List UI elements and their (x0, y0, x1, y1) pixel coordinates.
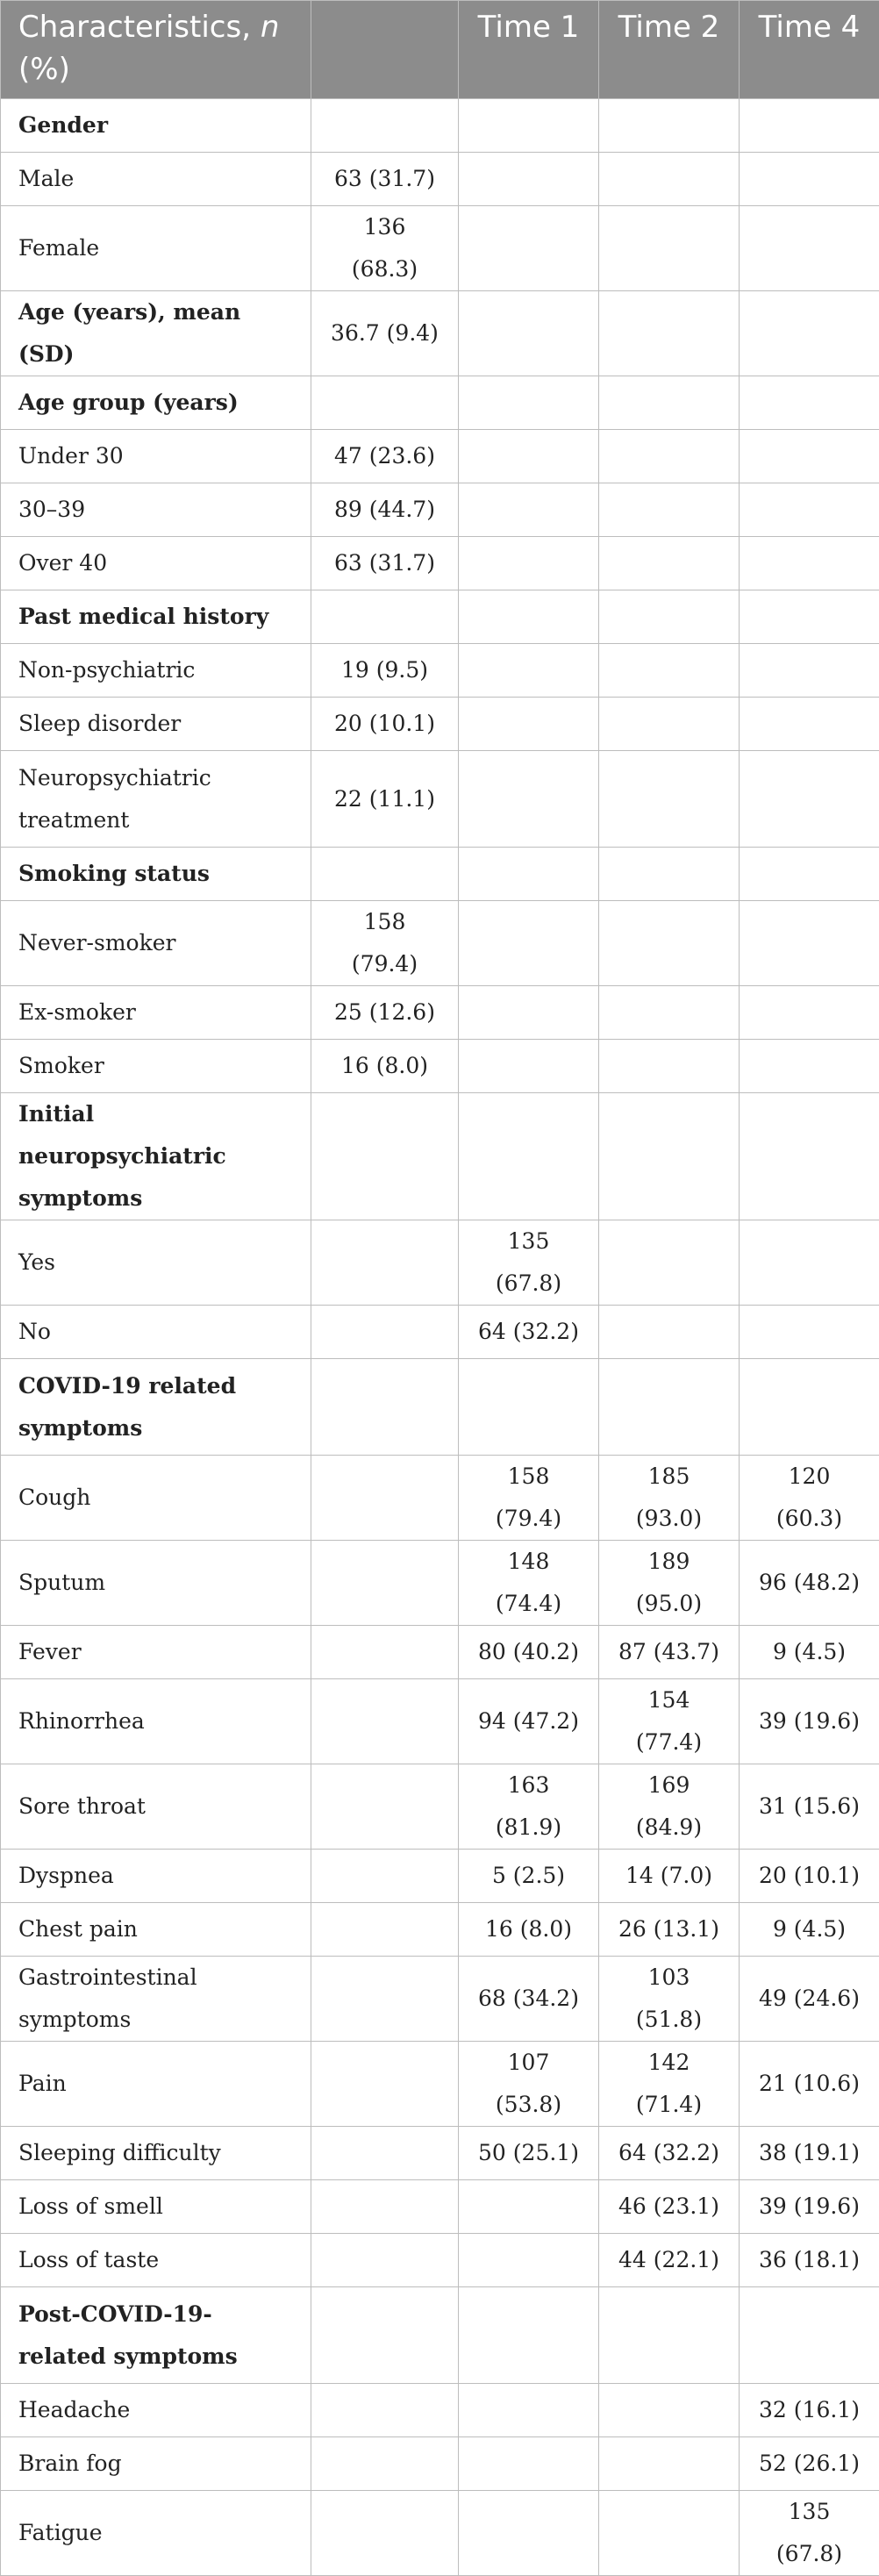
row-label: Loss of taste (1, 2234, 311, 2287)
cell-time-1 (459, 376, 599, 430)
cell-time-4 (740, 291, 879, 376)
row-label: Pain (1, 2042, 311, 2127)
table-row (1, 1040, 879, 1093)
cell-overall (311, 1541, 459, 1626)
cell-time-2 (599, 483, 740, 537)
cell-time-2 (599, 430, 740, 483)
table-row (1, 1093, 879, 1220)
cell-time-2 (599, 2491, 740, 2576)
section-heading: Smoking status (1, 848, 311, 901)
cell-time-1 (459, 986, 599, 1040)
header-characteristics-label: Characteristics, (18, 10, 261, 45)
header-time-1: Time 1 (459, 1, 599, 99)
row-label: Over 40 (1, 537, 311, 590)
row-label: Non-psychiatric (1, 644, 311, 698)
table-row (1, 99, 879, 153)
cell-overall (311, 2234, 459, 2287)
cell-time-4 (740, 848, 879, 901)
cell-time-1 (459, 1040, 599, 1093)
cell-time-1 (459, 153, 599, 206)
cell-time-2 (599, 644, 740, 698)
cell-time-4: 32 (16.1) (740, 2384, 879, 2437)
cell-overall (311, 2180, 459, 2234)
section-heading: Gender (1, 99, 311, 153)
cell-time-2: 87 (43.7) (599, 1626, 740, 1679)
table-row (1, 848, 879, 901)
cell-overall (311, 2437, 459, 2491)
row-label: Loss of smell (1, 2180, 311, 2234)
row-label: Smoker (1, 1040, 311, 1093)
cell-time-4 (740, 1040, 879, 1093)
cell-time-4 (740, 1359, 879, 1456)
cell-time-2 (599, 99, 740, 153)
cell-time-4: 31 (15.6) (740, 1764, 879, 1850)
table-row (1, 2180, 879, 2234)
cell-overall (311, 2287, 459, 2384)
cell-overall (311, 1764, 459, 1850)
cell-time-2: 154 (77.4) (599, 1679, 740, 1764)
cell-time-4: 9 (4.5) (740, 1903, 879, 1957)
row-label: Fatigue (1, 2491, 311, 2576)
header-overall (311, 1, 459, 99)
cell-time-4 (740, 751, 879, 848)
cell-overall (311, 1093, 459, 1220)
cell-overall (311, 2042, 459, 2127)
cell-time-1: 158 (79.4) (459, 1456, 599, 1541)
table-row (1, 1957, 879, 2042)
cell-overall: 20 (10.1) (311, 698, 459, 751)
row-label: Rhinorrhea (1, 1679, 311, 1764)
cell-time-4 (740, 1093, 879, 1220)
cell-time-4: 39 (19.6) (740, 1679, 879, 1764)
cell-time-1 (459, 644, 599, 698)
cell-time-4 (740, 483, 879, 537)
cell-time-1: 163 (81.9) (459, 1764, 599, 1850)
section-heading: Post-COVID-19-related symptoms (1, 2287, 311, 2384)
table-row (1, 2127, 879, 2180)
cell-time-1: 16 (8.0) (459, 1903, 599, 1957)
section-heading: Initial neuropsychiatric symptoms (1, 1093, 311, 1220)
header-percent: (%) (18, 52, 70, 87)
cell-time-2 (599, 901, 740, 986)
cell-time-1 (459, 698, 599, 751)
cell-time-1 (459, 751, 599, 848)
table-row (1, 1456, 879, 1541)
cell-time-2: 103 (51.8) (599, 1957, 740, 2042)
cell-time-2 (599, 751, 740, 848)
table-row (1, 2437, 879, 2491)
row-label: Fever (1, 1626, 311, 1679)
section-heading: COVID-19 related symptoms (1, 1359, 311, 1456)
row-label: Ex-smoker (1, 986, 311, 1040)
cell-overall: 16 (8.0) (311, 1040, 459, 1093)
table-row (1, 2384, 879, 2437)
header-time-4: Time 4 (740, 1, 879, 99)
cell-time-4 (740, 153, 879, 206)
cell-time-1 (459, 2234, 599, 2287)
cell-time-4: 96 (48.2) (740, 1541, 879, 1626)
cell-time-1: 148 (74.4) (459, 1541, 599, 1626)
table-row (1, 698, 879, 751)
table-row (1, 1306, 879, 1359)
table-row (1, 1903, 879, 1957)
row-label: 30–39 (1, 483, 311, 537)
cell-overall (311, 1903, 459, 1957)
cell-time-4: 135 (67.8) (740, 2491, 879, 2576)
cell-time-4 (740, 590, 879, 644)
table-body (1, 99, 879, 2576)
cell-time-4 (740, 698, 879, 751)
table-row (1, 1220, 879, 1306)
cell-overall (311, 1220, 459, 1306)
cell-time-1 (459, 291, 599, 376)
cell-overall (311, 1679, 459, 1764)
table-row (1, 206, 879, 291)
row-label: Never-smoker (1, 901, 311, 986)
row-label: Neuropsychiatric treatment (1, 751, 311, 848)
cell-time-1 (459, 2180, 599, 2234)
cell-time-2 (599, 698, 740, 751)
row-label: Chest pain (1, 1903, 311, 1957)
cell-overall: 136 (68.3) (311, 206, 459, 291)
cell-time-2 (599, 376, 740, 430)
cell-overall: 25 (12.6) (311, 986, 459, 1040)
header-n: n (261, 10, 280, 45)
table-row (1, 644, 879, 698)
cell-overall (311, 848, 459, 901)
cell-time-1 (459, 430, 599, 483)
cell-overall (311, 1359, 459, 1456)
cell-time-1 (459, 206, 599, 291)
cell-time-2 (599, 1306, 740, 1359)
cell-time-4 (740, 644, 879, 698)
table-row (1, 1764, 879, 1850)
cell-overall: 19 (9.5) (311, 644, 459, 698)
cell-time-4 (740, 99, 879, 153)
cell-time-2 (599, 206, 740, 291)
cell-time-2 (599, 2384, 740, 2437)
cell-overall: 63 (31.7) (311, 153, 459, 206)
cell-time-2 (599, 291, 740, 376)
cell-time-2: 44 (22.1) (599, 2234, 740, 2287)
row-label: Under 30 (1, 430, 311, 483)
cell-time-1 (459, 483, 599, 537)
table-row (1, 590, 879, 644)
table-row (1, 751, 879, 848)
table-row (1, 1850, 879, 1903)
cell-overall (311, 2491, 459, 2576)
table-row (1, 153, 879, 206)
cell-time-1: 107 (53.8) (459, 2042, 599, 2127)
section-heading: Age (years), mean (SD) (1, 291, 311, 376)
section-heading: Past medical history (1, 590, 311, 644)
table-row (1, 2042, 879, 2127)
cell-overall (311, 1456, 459, 1541)
cell-time-2 (599, 537, 740, 590)
cell-overall: 158 (79.4) (311, 901, 459, 986)
cell-overall (311, 1306, 459, 1359)
cell-time-1 (459, 2384, 599, 2437)
cell-time-2: 189 (95.0) (599, 1541, 740, 1626)
cell-time-4: 38 (19.1) (740, 2127, 879, 2180)
table-row (1, 483, 879, 537)
cell-time-1 (459, 901, 599, 986)
cell-overall: 47 (23.6) (311, 430, 459, 483)
cell-overall (311, 1626, 459, 1679)
row-label: Sleep disorder (1, 698, 311, 751)
cell-time-1 (459, 1359, 599, 1456)
cell-time-2: 26 (13.1) (599, 1903, 740, 1957)
row-label: Female (1, 206, 311, 291)
cell-time-1: 64 (32.2) (459, 1306, 599, 1359)
row-label: Gastrointestinal symptoms (1, 1957, 311, 2042)
cell-time-4: 52 (26.1) (740, 2437, 879, 2491)
cell-time-1: 50 (25.1) (459, 2127, 599, 2180)
cell-time-2 (599, 1220, 740, 1306)
table-row (1, 901, 879, 986)
cell-time-1 (459, 537, 599, 590)
cell-time-4 (740, 986, 879, 1040)
row-label: Headache (1, 2384, 311, 2437)
cell-time-2 (599, 848, 740, 901)
row-label: Sore throat (1, 1764, 311, 1850)
cell-time-4 (740, 1306, 879, 1359)
table-row (1, 430, 879, 483)
cell-time-2: 185 (93.0) (599, 1456, 740, 1541)
cell-time-2: 14 (7.0) (599, 1850, 740, 1903)
section-heading: Age group (years) (1, 376, 311, 430)
table-row (1, 2491, 879, 2576)
cell-overall: 36.7 (9.4) (311, 291, 459, 376)
cell-time-1 (459, 1093, 599, 1220)
cell-time-4 (740, 430, 879, 483)
cell-time-1: 135 (67.8) (459, 1220, 599, 1306)
cell-time-1: 68 (34.2) (459, 1957, 599, 2042)
cell-time-4: 49 (24.6) (740, 1957, 879, 2042)
row-label: Yes (1, 1220, 311, 1306)
cell-time-2: 46 (23.1) (599, 2180, 740, 2234)
row-label: Cough (1, 1456, 311, 1541)
table-row (1, 291, 879, 376)
row-label: Dyspnea (1, 1850, 311, 1903)
cell-time-4: 36 (18.1) (740, 2234, 879, 2287)
row-label: Brain fog (1, 2437, 311, 2491)
cell-time-1 (459, 848, 599, 901)
cell-overall: 89 (44.7) (311, 483, 459, 537)
table-row (1, 1541, 879, 1626)
table-row (1, 2287, 879, 2384)
header-time-2: Time 2 (599, 1, 740, 99)
cell-time-4 (740, 537, 879, 590)
table-row (1, 1679, 879, 1764)
cell-time-4 (740, 206, 879, 291)
cell-overall (311, 1850, 459, 1903)
cell-time-4: 120 (60.3) (740, 1456, 879, 1541)
cell-time-2 (599, 2437, 740, 2491)
cell-time-1 (459, 99, 599, 153)
cell-time-4 (740, 376, 879, 430)
cell-time-2 (599, 986, 740, 1040)
cell-time-4 (740, 1220, 879, 1306)
cell-overall: 22 (11.1) (311, 751, 459, 848)
cell-time-2 (599, 153, 740, 206)
table-row (1, 1359, 879, 1456)
cell-overall (311, 376, 459, 430)
table-row (1, 376, 879, 430)
table-row (1, 1626, 879, 1679)
cell-time-2 (599, 1093, 740, 1220)
cell-time-2 (599, 1359, 740, 1456)
cell-time-1 (459, 2287, 599, 2384)
table-row (1, 537, 879, 590)
cell-time-4: 20 (10.1) (740, 1850, 879, 1903)
cell-time-1: 94 (47.2) (459, 1679, 599, 1764)
cell-overall (311, 1957, 459, 2042)
cell-overall (311, 2127, 459, 2180)
cell-time-4 (740, 901, 879, 986)
cell-time-1 (459, 2491, 599, 2576)
cell-overall (311, 590, 459, 644)
cell-time-4 (740, 2287, 879, 2384)
cell-time-1: 80 (40.2) (459, 1626, 599, 1679)
cell-overall (311, 99, 459, 153)
cell-overall: 63 (31.7) (311, 537, 459, 590)
header-characteristics (1, 1, 311, 99)
table-row (1, 2234, 879, 2287)
cell-time-1 (459, 2437, 599, 2491)
cell-time-1 (459, 590, 599, 644)
cell-time-2: 169 (84.9) (599, 1764, 740, 1850)
cell-time-1: 5 (2.5) (459, 1850, 599, 1903)
row-label: Sleeping difficulty (1, 2127, 311, 2180)
table-row (1, 986, 879, 1040)
row-label: No (1, 1306, 311, 1359)
cell-time-2 (599, 1040, 740, 1093)
cell-time-2: 142 (71.4) (599, 2042, 740, 2127)
row-label: Male (1, 153, 311, 206)
cell-time-4: 9 (4.5) (740, 1626, 879, 1679)
row-label: Sputum (1, 1541, 311, 1626)
cell-time-4: 39 (19.6) (740, 2180, 879, 2234)
cell-time-2: 64 (32.2) (599, 2127, 740, 2180)
table-header-row (1, 1, 879, 99)
cell-time-2 (599, 590, 740, 644)
cell-overall (311, 2384, 459, 2437)
cell-time-2 (599, 2287, 740, 2384)
cell-time-4: 21 (10.6) (740, 2042, 879, 2127)
